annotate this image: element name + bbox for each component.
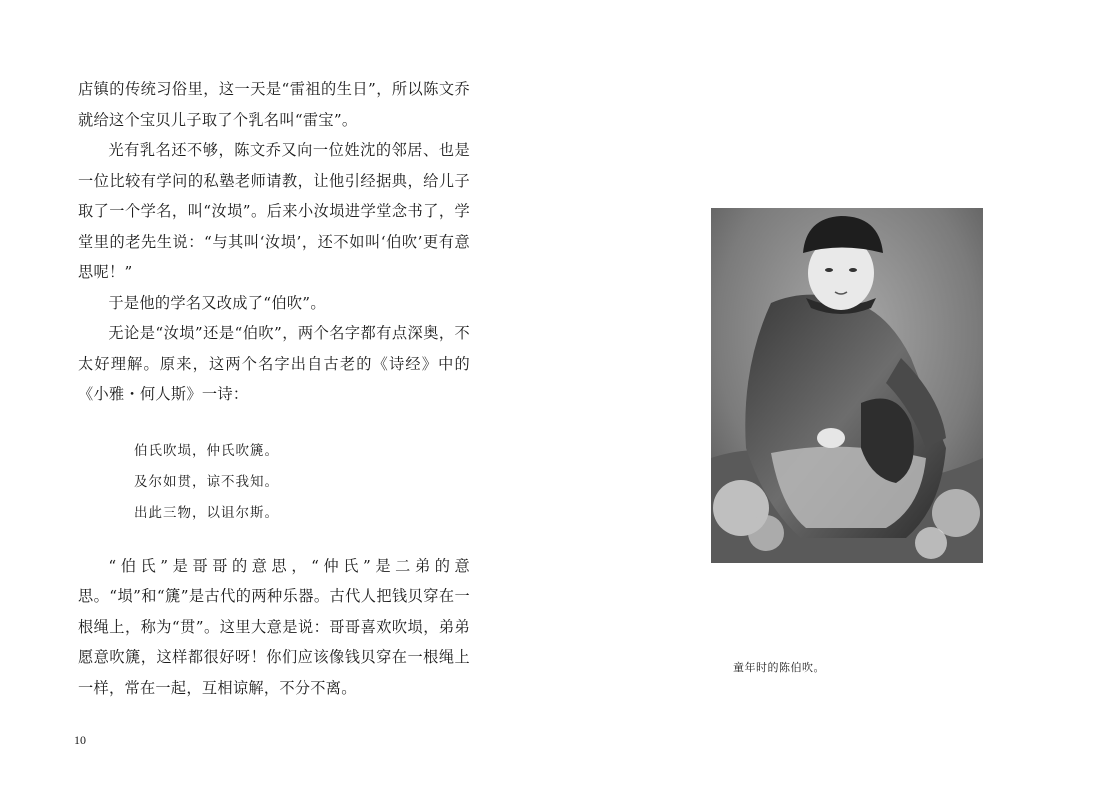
paragraph-5: “伯氏”是哥哥的意思，“仲氏”是二弟的意思。“埙”和“篪”是古代的两种乐器。古代人把钱贝穿在一根绳上，称为“贯”。这里大意是说：哥哥喜欢吹埙，弟弟愿意吹篪，这样都很好呀！你们应该像钱贝穿在一根绳上一样，常在一起，互相谅解，不分不离。 [78,556,470,697]
paragraph-4: 无论是“汝埙”还是“伯吹”，两个名字都有点深奥，不太好理解。原来，这两个名字出自古老的《诗经》中的《小雅・何人斯》一诗： [78,324,470,403]
photo-illustration [711,208,983,563]
poem-line-3: 出此三物，以诅尔斯。 [134,504,279,521]
right-page [560,0,1119,794]
paragraph-1: 店镇的传统习俗里，这一天是“雷祖的生日”，所以陈文乔就给这个宝贝儿子取了个乳名叫“雷宝”。 [78,80,470,129]
page-number: 10 [74,733,86,747]
poem-quote [134,436,470,529]
poem-line-1: 伯氏吹埙，仲氏吹篪。 [134,442,279,459]
body-text [78,74,470,703]
photo-caption: 童年时的陈伯吹。 [733,661,825,674]
childhood-photo [711,208,983,563]
paragraph-2: 光有乳名还不够，陈文乔又向一位姓沈的邻居、也是一位比较有学问的私塾老师请教，让他引经据典，给儿子取了一个学名，叫“汝埙”。后来小汝埙进学堂念书了，学堂里的老先生说：“与其叫‘汝埙’，还不如叫‘伯吹’更有意思呢！” [78,141,470,281]
paragraph-3: 于是他的学名又改成了“伯吹”。 [108,293,326,312]
poem-line-2: 及尔如贯，谅不我知。 [134,473,279,490]
